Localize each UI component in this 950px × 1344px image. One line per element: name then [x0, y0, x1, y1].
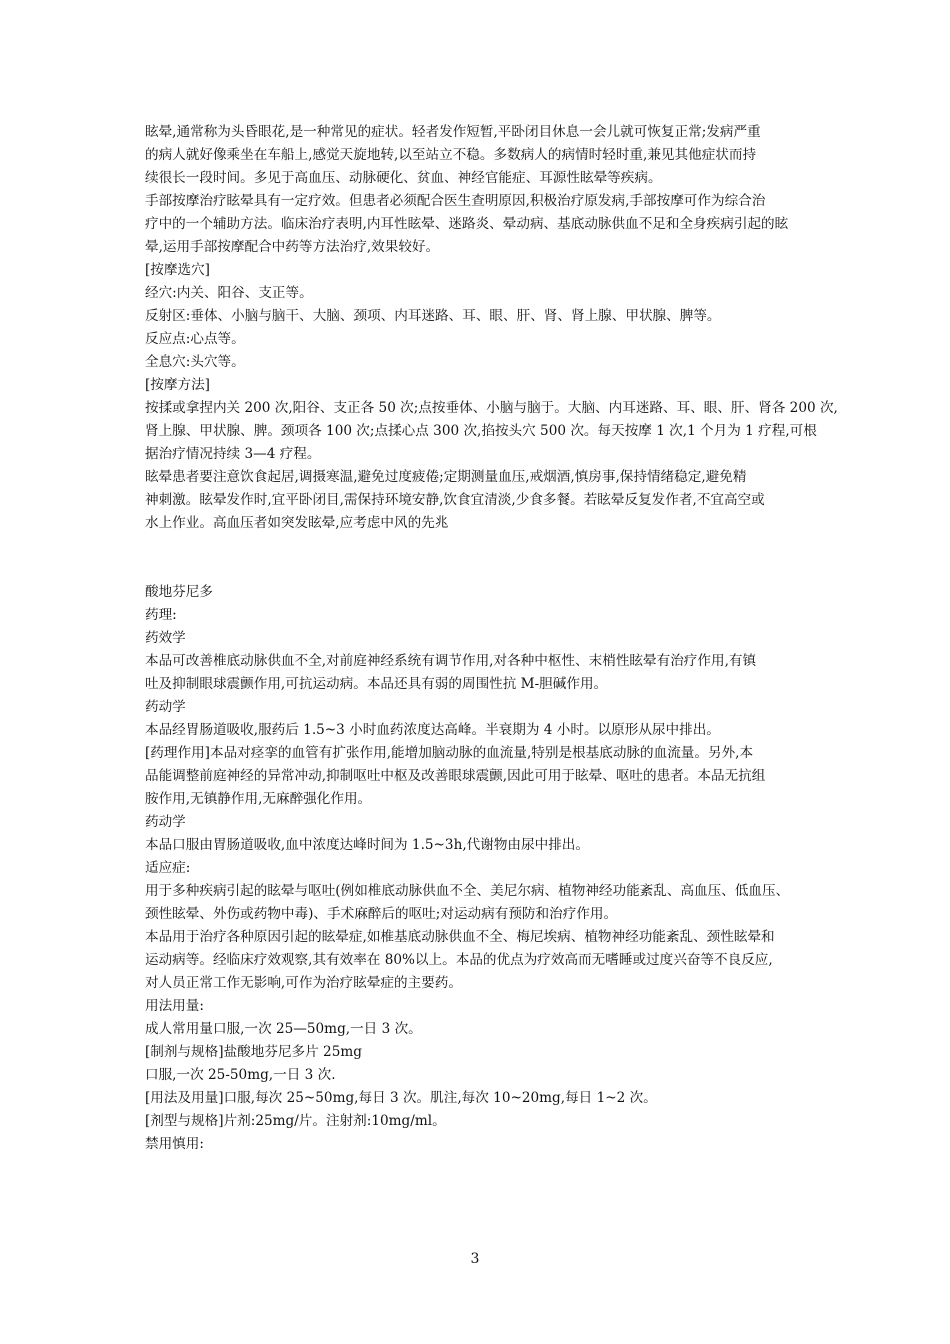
- text-line: 用法用量:: [145, 998, 204, 1014]
- text-line: 本品用于治疗各种原因引起的眩晕症,如椎基底动脉供血不全、梅尼埃病、植物神经功能紊乱、颈性眩晕和: [145, 929, 775, 945]
- text-line: 眩晕,通常称为头昏眼花,是一种常见的症状。轻者发作短暂,平卧闭目休息一会儿就可恢复正常;发病严重: [145, 124, 761, 140]
- text-line: 神刺激。眩晕发作时,宜平卧闭目,需保持环境安静,饮食宜清淡,少食多餐。若眩晕反复发作者,不宜高空或: [145, 492, 765, 508]
- text-line: 品能调整前庭神经的异常冲动,抑制呕吐中枢及改善眼球震颤,因此可用于眩晕、呕吐的患者。本品无抗组: [145, 768, 766, 784]
- text-line: 本品口服由胃肠道吸收,血中浓度达峰时间为 1.5~3h,代谢物由尿中排出。: [145, 837, 589, 853]
- text-line: [剂型与规格]片剂:25mg/片。注射剂:10mg/ml。: [145, 1113, 446, 1129]
- text-line: [用法及用量]口服,每次 25~50mg,每日 3 次。肌注,每次 10~20mg,每日 1~2 次。: [145, 1090, 657, 1106]
- text-line: [药理作用]本品对痉挛的血管有扩张作用,能增加脑动脉的血流量,特别是根基底动脉的血流量。另外,本: [145, 745, 754, 761]
- text-line: 反射区:垂体、小脑与脑干、大脑、颈项、内耳迷路、耳、眼、肝、肾、肾上腺、甲状腺、脾等。: [145, 308, 721, 324]
- text-line: 药动学: [145, 699, 186, 715]
- text-line: 口服,一次 25-50mg,一日 3 次.: [145, 1067, 336, 1083]
- section-heading: [按摩选穴]: [145, 262, 210, 278]
- section-heading: [按摩方法]: [145, 377, 210, 393]
- text-line: 按揉或拿捏内关 200 次,阳谷、支正各 50 次;点按垂体、小脑与脑于。大脑、内耳迷路、耳、眼、肝、肾各 200 次,: [145, 400, 838, 416]
- text-line: 续很长一段时间。多见于高血压、动脉硬化、贫血、神经官能症、耳源性眩晕等疾病。: [145, 170, 662, 186]
- text-line: 疗中的一个辅助方法。临床治疗表明,内耳性眩晕、迷路炎、晕动病、基底动脉供血不足和全身疾病引起的眩: [145, 216, 789, 232]
- section-difenidol: [145, 581, 820, 1156]
- text-line: 适应症:: [145, 860, 191, 876]
- section-vertigo-massage: [145, 121, 838, 535]
- text-line: 颈性眩晕、外伤或药物中毒)、手术麻醉后的呕吐;对运动病有预防和治疗作用。: [145, 906, 618, 922]
- text-line: 肾上腺、甲状腺、脾。颈项各 100 次;点揉心点 300 次,掐按头穴 500 次。每天按摩 1 次,1 个月为 1 疗程,可根: [145, 423, 817, 439]
- drug-title: 酸地芬尼多: [145, 584, 213, 600]
- text-line: 眩晕患者要注意饮食起居,调摄寒温,避免过度疲倦;定期测量血压,戒烟酒,慎房事,保持情绪稳定,避免精: [145, 469, 747, 485]
- text-line: 手部按摩治疗眩晕具有一定疗效。但患者必须配合医生查明原因,积极治疗原发病,手部按摩可作为综合治: [145, 193, 766, 209]
- text-line: [制剂与规格]盐酸地芬尼多片 25mg: [145, 1044, 362, 1060]
- text-line: 药理:: [145, 607, 177, 623]
- text-line: 反应点:心点等。: [145, 331, 245, 347]
- text-line: 的病人就好像乘坐在车船上,感觉天旋地转,以至站立不稳。多数病人的病情时轻时重,兼见其他症状而持: [145, 147, 757, 163]
- text-line: 对人员正常工作无影响,可作为治疗眩晕症的主要药。: [145, 975, 462, 991]
- text-line: 吐及抑制眼球震颤作用,可抗运动病。本品还具有弱的周围性抗 M-胆碱作用。: [145, 676, 608, 692]
- text-line: 晕,运用手部按摩配合中药等方法治疗,效果较好。: [145, 239, 440, 255]
- text-line: 药动学: [145, 814, 186, 830]
- document-body: [145, 121, 838, 1156]
- text-line: 运动病等。经临床疗效观察,其有效率在 80%以上。本品的优点为疗效高而无嗜睡或过度兴奋等不良反应,: [145, 952, 773, 968]
- text-line: 成人常用量口服,一次 25—50mg,一日 3 次。: [145, 1021, 422, 1037]
- text-line: 本品可改善椎底动脉供血不全,对前庭神经系统有调节作用,对各种中枢性、末梢性眩晕有治疗作用,有镇: [145, 653, 757, 669]
- text-line: 胺作用,无镇静作用,无麻醉强化作用。: [145, 791, 372, 807]
- text-line: 本品经胃肠道吸收,服药后 1.5~3 小时血药浓度达高峰。半衰期为 4 小时。以原形从尿中排出。: [145, 722, 720, 738]
- paragraph-gap: [145, 558, 820, 581]
- page-number: 3: [470, 1251, 480, 1267]
- text-line: 药效学: [145, 630, 186, 646]
- text-line: 用于多种疾病引起的眩晕与呕吐(例如椎底动脉供血不全、美尼尔病、植物神经功能紊乱、高血压、低血压、: [145, 883, 790, 899]
- text-line: 水上作业。高血压者如突发眩晕,应考虑中风的先兆: [145, 515, 449, 531]
- paragraph-gap: [145, 535, 820, 558]
- text-line: 经穴:内关、阳谷、支正等。: [145, 285, 313, 301]
- text-line: 全息穴:头穴等。: [145, 354, 245, 370]
- text-line: 禁用慎用:: [145, 1136, 204, 1152]
- text-line: 据治疗情况持续 3—4 疗程。: [145, 446, 321, 462]
